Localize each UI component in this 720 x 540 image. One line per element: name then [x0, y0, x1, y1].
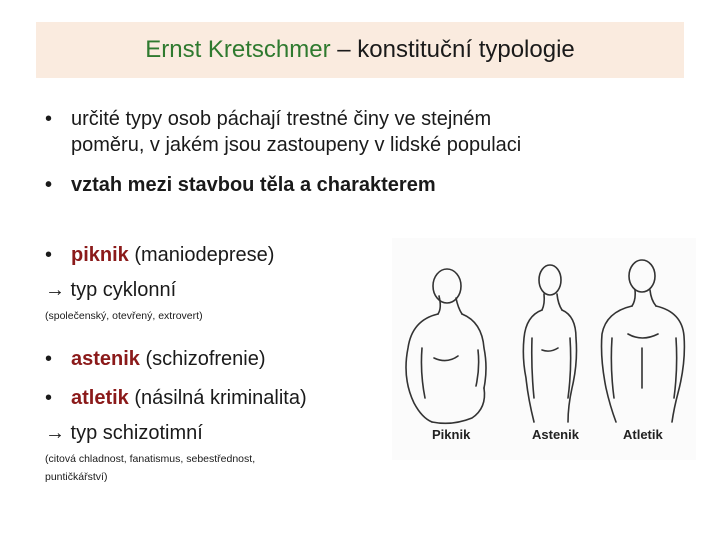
- term-atletik: atletik: [71, 387, 129, 409]
- bullet-atletik: • atletik (násilná kriminalita): [45, 387, 307, 409]
- piknik-type: → typ cyklonní: [45, 279, 177, 301]
- bullet-dot: •: [45, 174, 53, 196]
- atletik-note-2: puntičkářství): [45, 471, 108, 483]
- bullet-dot: •: [45, 244, 53, 266]
- caption-piknik: Piknik: [432, 427, 471, 442]
- term-piknik: piknik: [71, 244, 129, 266]
- bullet-dot: •: [45, 348, 53, 370]
- piknik-note: (společenský, otevřený, extrovert): [45, 310, 203, 322]
- bullet-1-continued: poměru, v jakém jsou zastoupeny v lidské populaci: [71, 134, 522, 156]
- slide-title: [36, 22, 684, 78]
- caption-astenik: Astenik: [532, 427, 579, 442]
- caption-atletik: Atletik: [623, 427, 663, 442]
- body-types-illustration: [392, 238, 696, 460]
- atletik-type: → typ schizotimní: [45, 422, 203, 444]
- bullet-1: • určité typy osob páchají trestné činy ve stejném: [45, 108, 492, 130]
- bullet-dot: •: [45, 108, 53, 130]
- bullet-astenik: • astenik (schizofrenie): [45, 348, 266, 370]
- bullet-dot: •: [45, 387, 53, 409]
- piknik-figure: [406, 269, 486, 423]
- atletik-figure: [602, 260, 685, 422]
- astenik-figure: [523, 265, 576, 422]
- title-name: Ernst Kretschmer: [145, 36, 331, 63]
- bullet-piknik: • piknik (maniodeprese): [45, 244, 275, 266]
- term-astenik: astenik: [71, 348, 140, 370]
- atletik-note-1: (citová chladnost, fanatismus, sebestřednost,: [45, 453, 256, 465]
- title-rest: – konstituční typologie: [330, 36, 575, 63]
- bullet-2: • vztah mezi stavbou těla a charakterem: [45, 174, 436, 196]
